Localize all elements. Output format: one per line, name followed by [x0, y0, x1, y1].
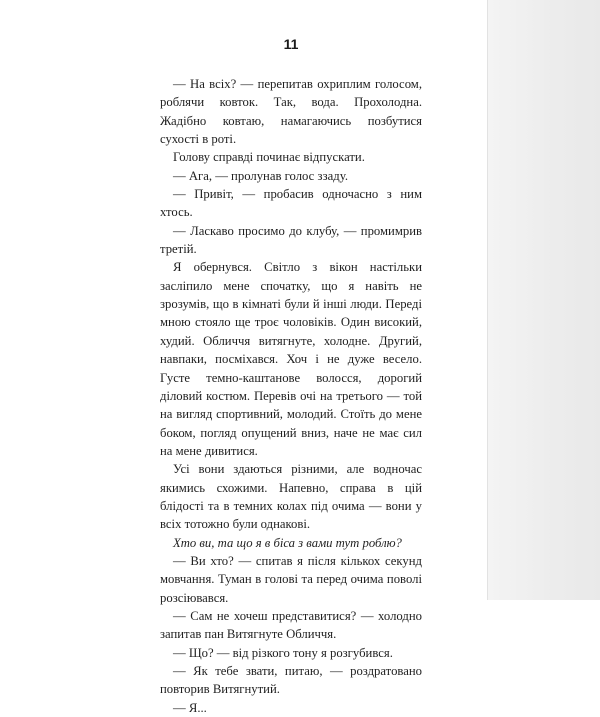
paragraph-6: Я обернувся. Світло з вікон настільки засліпило мене спочатку, що я навіть не зрозумів, що в кімнаті були й інші люди. Переді мною стояло ще троє чоловіків. Один високий, худий. Обличчя витягнуте, холодне. Другий, навпаки, посміхався. Хоч і не дуже весело. Густе темно-каштанове волосся, дорогий діловий костюм. Перевів очі на третього — той на вигляд спортивний, молодий. Стоїть до мене боком, погляд опущений вниз, наче не має сил на мене дивитися.	[160, 260, 422, 458]
paragraph-4: — Привіт, — пробасив одночасно з ним хтось.	[160, 187, 422, 220]
paragraph-13: — Я...	[173, 700, 207, 715]
paragraph-1: — На всіх? — перепитав охриплим голосом, роблячи ковток. Так, вода. Прохолодна. Жадібно ковтаю, намагаючись позбутися сухості в роті.	[160, 77, 422, 147]
paragraph-11: — Що? — від різкого тону я розгубився.	[173, 645, 393, 660]
paragraph-7: Усі вони здаються різними, але водночас якимись схожими. Напевно, справа в цій блідості та в темних колах під очима — вони у всіх тотожно були однакові.	[160, 462, 422, 532]
paragraph-9: — Ви хто? — спитав я після кількох секунд мовчання. Туман в голові та перед очима поволі розсіювався.	[160, 553, 422, 605]
paragraph-12: — Як тебе звати, питаю, — роздратовано повторив Витягнутий.	[160, 664, 422, 697]
paragraph-5: — Ласкаво просимо до клубу, — промимрив третій.	[160, 223, 422, 257]
paragraph-3: — Ага, — пролунав голос ззаду.	[173, 168, 348, 183]
page-edge-shadow	[487, 0, 600, 600]
paragraph-8-italic-thought: Хто ви, та що я в біса з вами тут роблю?	[173, 535, 402, 550]
paragraph-2: Голову справді починає відпускати.	[173, 150, 365, 165]
body-text	[160, 75, 422, 717]
paragraph-10: — Сам не хочеш представитися? — холодно запитав пан Витягнуте Обличчя.	[160, 608, 422, 642]
page-number: 11	[283, 36, 299, 52]
